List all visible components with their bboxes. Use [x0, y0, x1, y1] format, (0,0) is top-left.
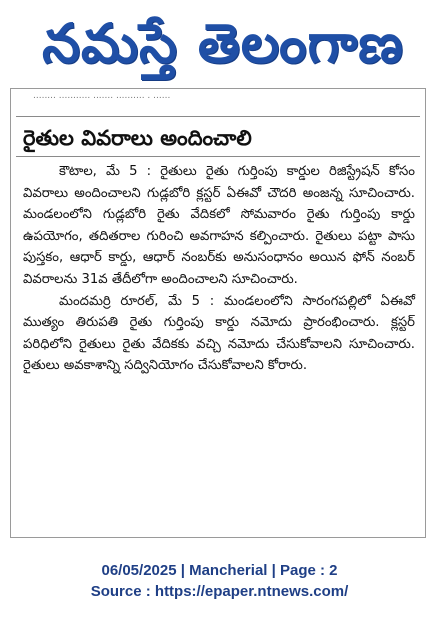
source-link[interactable]: Source : https://epaper.ntnews.com/: [90, 583, 349, 600]
article-paragraph-mandamarri: మందమర్రి రూరల్, మే 5 : మండలంలోని సారంగపల్లిలో ఏఈవో ముత్యం తిరుపతి రైతు గుర్తింపు కార్డు నమోదు ప్రారంభించారు. క్లస్టర్ పరిధిలోని రైతులు రైతు వేదికకు వచ్చి నమోదు చేసుకోవాలని సూచించారు. రైతులు అవకాశాన్ని సద్వినియోగం చేసుకోవాలని కోరారు.: [23, 293, 415, 374]
headline-top-rule: [16, 116, 420, 117]
article-clipping: [10, 88, 426, 538]
newspaper-masthead: [28, 6, 418, 82]
article-body: [23, 161, 415, 377]
publication-info: 06/05/2025 | Mancherial | Page : 2: [101, 562, 338, 579]
masthead-logo: నమస్తే తెలంగాణ: [42, 12, 404, 75]
article-paragraph-kautala: కౌటాల, మే 5 : రైతులు రైతు గుర్తింపు కార్డుల రిజిస్ట్రేషన్ కోసం వివరాలు అందించాలని గుడ్లబోరి క్లస్టర్ ఏఈవో చౌదరి అంజన్న సూచించారు. మండలంలోని గుడ్లబోరి రైతు వేదికలో సోమవారం రైతు గుర్తింపు కార్డు ఉపయోగం, తదితరాల గురించి అవగాహన కల్పించారు. రైతులు పట్టా పాసు పుస్తకం, ఆధార్ కార్డు, ఆధార్ నంబర్‌కు అనుసంధానం అయిన ఫోన్ నంబర్ వివరాలను 31వ తేదీలోగా అందించాలని సూచించారు.: [23, 164, 415, 287]
headline-bottom-rule: [16, 156, 420, 157]
cropped-previous-article-strip: ........ ........... ....... .......... . ......: [33, 92, 171, 100]
article-headline: రైతుల వివరాలు అందించాలి: [23, 126, 252, 150]
